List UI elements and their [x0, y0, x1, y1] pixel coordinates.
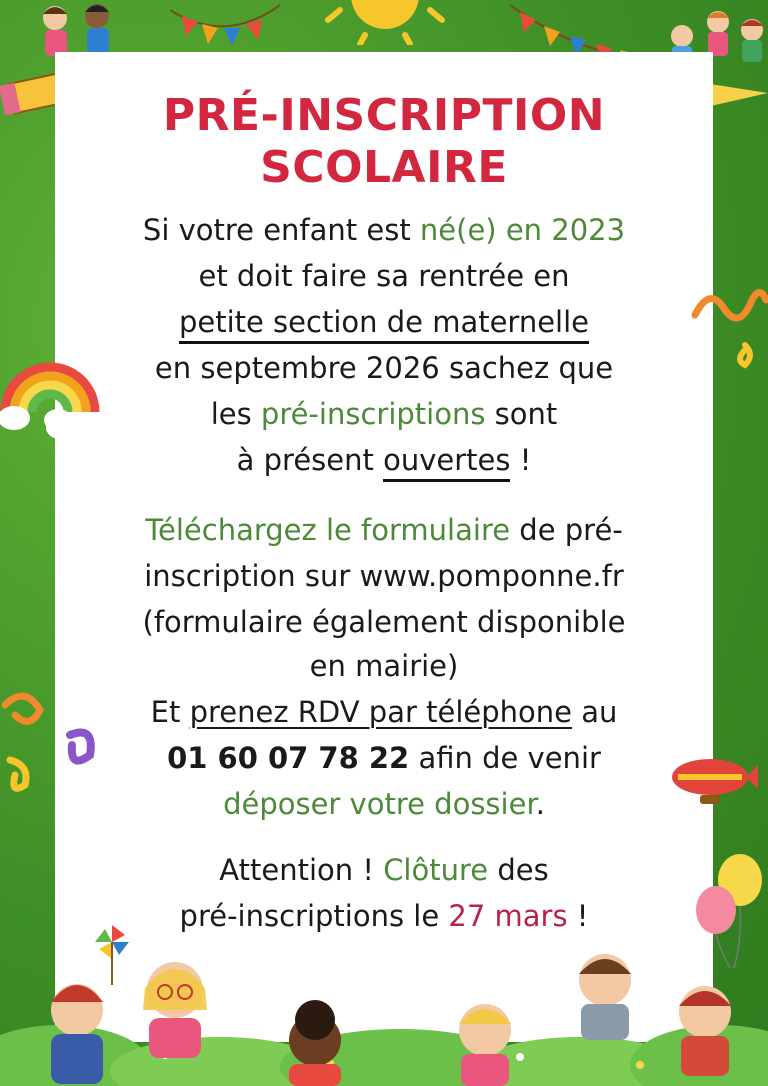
intro-line-6 — [55, 440, 713, 480]
deposit-file-highlight: déposer votre dossier — [223, 787, 536, 821]
preinscriptions-highlight: pré-inscriptions — [260, 397, 486, 431]
closing-line-1 — [55, 850, 713, 890]
intro-text: les — [210, 397, 261, 431]
phone-number: 01 60 07 78 22 — [167, 741, 410, 775]
download-line-1 — [55, 510, 713, 550]
appointment-highlight: prenez RDV par téléphone — [189, 695, 572, 729]
download-text: . — [535, 787, 545, 821]
download-line-7 — [55, 784, 713, 824]
birth-year-highlight: né(e) en 2023 — [419, 213, 626, 247]
download-text: de pré- — [510, 513, 623, 547]
poster-title-line-2: SCOLAIRE — [260, 142, 508, 193]
closure-highlight: Clôture — [383, 853, 489, 887]
children-bottom-illustration — [15, 940, 760, 1086]
download-form-highlight: Téléchargez le formulaire — [145, 513, 511, 547]
intro-text: sont — [485, 397, 558, 431]
open-highlight: ouvertes — [383, 443, 510, 482]
download-line-2: inscription sur www.pomponne.fr — [144, 559, 624, 593]
closing-text: des — [488, 853, 549, 887]
download-text: Et — [150, 695, 190, 729]
closing-text: ! — [567, 899, 589, 933]
closing-text: Attention ! — [219, 853, 384, 887]
closing-text: pré-inscriptions le — [179, 899, 449, 933]
intro-text: Si votre enfant est — [142, 213, 420, 247]
deadline-date: 27 mars — [448, 899, 568, 933]
intro-line-2: et doit faire sa rentrée en — [198, 259, 570, 293]
intro-text: ! — [510, 443, 532, 477]
closing-line-2 — [55, 896, 713, 936]
sun-illustration — [320, 0, 450, 45]
download-text: afin de venir — [409, 741, 601, 775]
download-line-6 — [55, 738, 713, 778]
section-highlight: petite section de maternelle — [179, 305, 589, 344]
download-line-4: en mairie) — [309, 649, 459, 683]
bunting-flags-left — [170, 0, 280, 60]
intro-line-4: en septembre 2026 sachez que — [154, 351, 614, 385]
download-line-5 — [55, 692, 713, 732]
intro-line-1 — [55, 210, 713, 250]
poster-title-line-1: PRÉ-INSCRIPTION — [162, 90, 606, 141]
intro-line-5 — [55, 394, 713, 434]
intro-text: à présent — [236, 443, 384, 477]
download-line-3: (formulaire également disponible — [142, 605, 626, 639]
intro-line-3 — [55, 302, 713, 342]
download-text: au — [571, 695, 618, 729]
